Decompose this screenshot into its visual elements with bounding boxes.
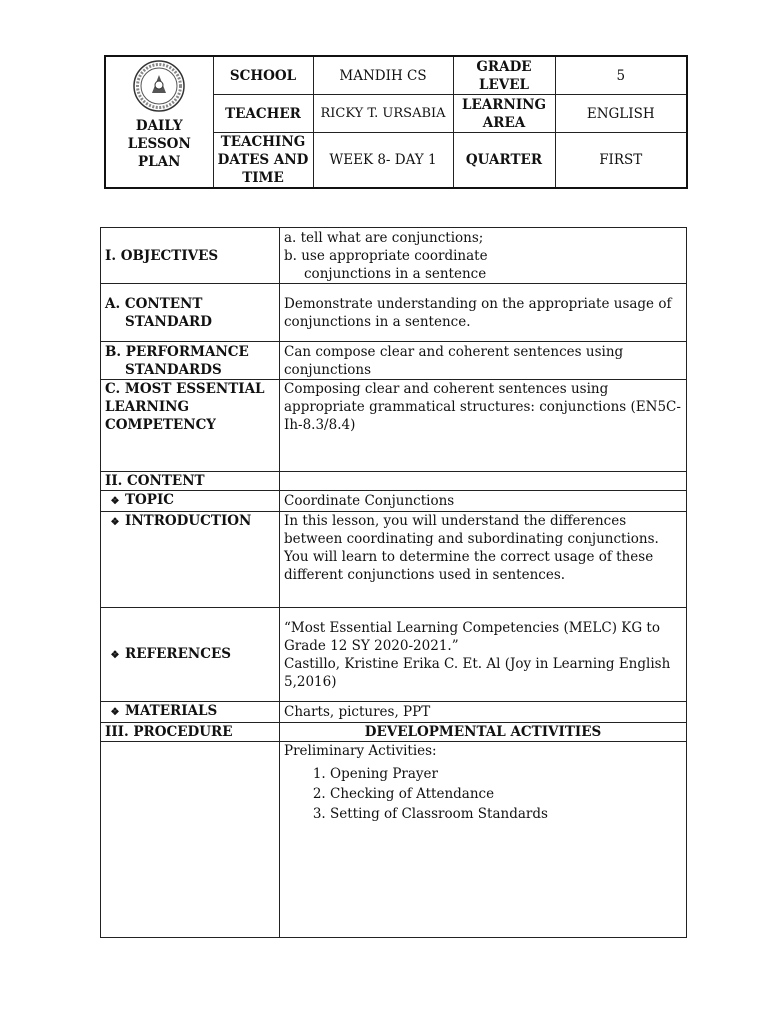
area-label: LEARNING AREA xyxy=(453,95,555,133)
content-standard-line-1: Demonstrate understanding on the appropriate usage of xyxy=(284,295,672,312)
materials-label-cell xyxy=(101,702,280,723)
dlp-line-1: DAILY xyxy=(135,118,183,134)
reference-line-1: “Most Essential Learning Competencies (MELC) KG to xyxy=(284,619,660,636)
list-item: 3. Setting of Classroom Standards xyxy=(330,804,682,824)
preliminary-activities-cell xyxy=(280,742,687,938)
grade-label: GRADE LEVEL xyxy=(453,56,555,95)
dates-value: WEEK 8- DAY 1 xyxy=(313,133,453,189)
introduction-label-cell xyxy=(101,512,280,608)
performance-standards-label xyxy=(101,342,280,380)
school-label: SCHOOL xyxy=(213,56,313,95)
topic-label-cell xyxy=(101,491,280,512)
list-item: 2. Checking of Attendance xyxy=(330,784,682,804)
quarter-value: FIRST xyxy=(555,133,687,189)
topic-value: Coordinate Conjunctions xyxy=(280,491,687,512)
materials-label: MATERIALS xyxy=(125,703,218,719)
topic-label: TOPIC xyxy=(125,492,175,508)
content-label: II. CONTENT xyxy=(101,472,280,491)
dlp-line-2: LESSON xyxy=(127,136,191,152)
teacher-label: TEACHER xyxy=(213,95,313,133)
references-cell xyxy=(280,608,687,702)
procedure-empty-cell xyxy=(101,742,280,938)
performance-label-2: STANDARDS xyxy=(125,361,222,378)
melc-value: Composing clear and coherent sentences using appropriate grammatical structures: conjunctions (EN5C-Ih-8.3/8.4) xyxy=(280,380,687,472)
lesson-table xyxy=(100,227,687,938)
dlp-line-3: PLAN xyxy=(138,154,181,170)
preliminary-label: Preliminary Activities: xyxy=(284,743,437,759)
performance-standards-value: Can compose clear and coherent sentences using conjunctions xyxy=(280,342,687,380)
activities-list xyxy=(284,764,682,824)
content-empty-cell xyxy=(280,472,687,491)
melc-label: C. MOST ESSENTIAL LEARNING COMPETENCY xyxy=(101,380,280,472)
content-standard-label-2: STANDARD xyxy=(125,313,212,330)
school-value: MANDIH CS xyxy=(313,56,453,95)
list-item: 1. Opening Prayer xyxy=(330,764,682,784)
content-standard-label-1: A. CONTENT xyxy=(105,295,203,312)
dates-label: TEACHING DATES AND TIME xyxy=(213,133,313,189)
references-label-cell xyxy=(101,608,280,702)
reference-line-3: Castillo, Kristine Erika C. Et. Al (Joy in Learning English 5,2016) xyxy=(284,655,671,690)
diamond-bullet-icon: ❖ xyxy=(110,707,120,718)
reference-line-2: Grade 12 SY 2020-2021.” xyxy=(284,637,459,654)
content-standard-line-2: conjunctions in a sentence. xyxy=(284,313,471,330)
grade-value: 5 xyxy=(555,56,687,95)
materials-value: Charts, pictures, PPT xyxy=(280,702,687,723)
introduction-value: In this lesson, you will understand the differences between coordinating and subordinating conjunctions. You will learn to determine the correct usage of these different conjunctions used in sentences. xyxy=(280,512,687,608)
diamond-bullet-icon: ❖ xyxy=(110,649,120,661)
objective-a: a. tell what are conjunctions; xyxy=(284,229,484,246)
content-standard-cell xyxy=(280,284,687,342)
references-label: REFERENCES xyxy=(125,645,232,662)
objective-b: b. use appropriate coordinate xyxy=(284,247,488,264)
procedure-label: III. PROCEDURE xyxy=(101,723,280,742)
objectives-cell xyxy=(280,228,687,284)
deped-seal-icon xyxy=(132,59,186,113)
performance-label-1: B. PERFORMANCE xyxy=(105,343,249,360)
header-table xyxy=(104,55,688,189)
diamond-bullet-icon: ❖ xyxy=(110,496,120,507)
quarter-label: QUARTER xyxy=(453,133,555,189)
objectives-label: I. OBJECTIVES xyxy=(101,228,280,284)
objective-b-cont: conjunctions in a sentence xyxy=(304,265,487,282)
diamond-bullet-icon: ❖ xyxy=(110,517,120,528)
teacher-value: RICKY T. URSABIA xyxy=(313,95,453,133)
developmental-activities-label: DEVELOPMENTAL ACTIVITIES xyxy=(280,723,687,742)
introduction-label: INTRODUCTION xyxy=(125,513,252,529)
area-value: ENGLISH xyxy=(555,95,687,133)
seal-cell xyxy=(105,56,213,188)
content-standard-label xyxy=(101,284,280,342)
